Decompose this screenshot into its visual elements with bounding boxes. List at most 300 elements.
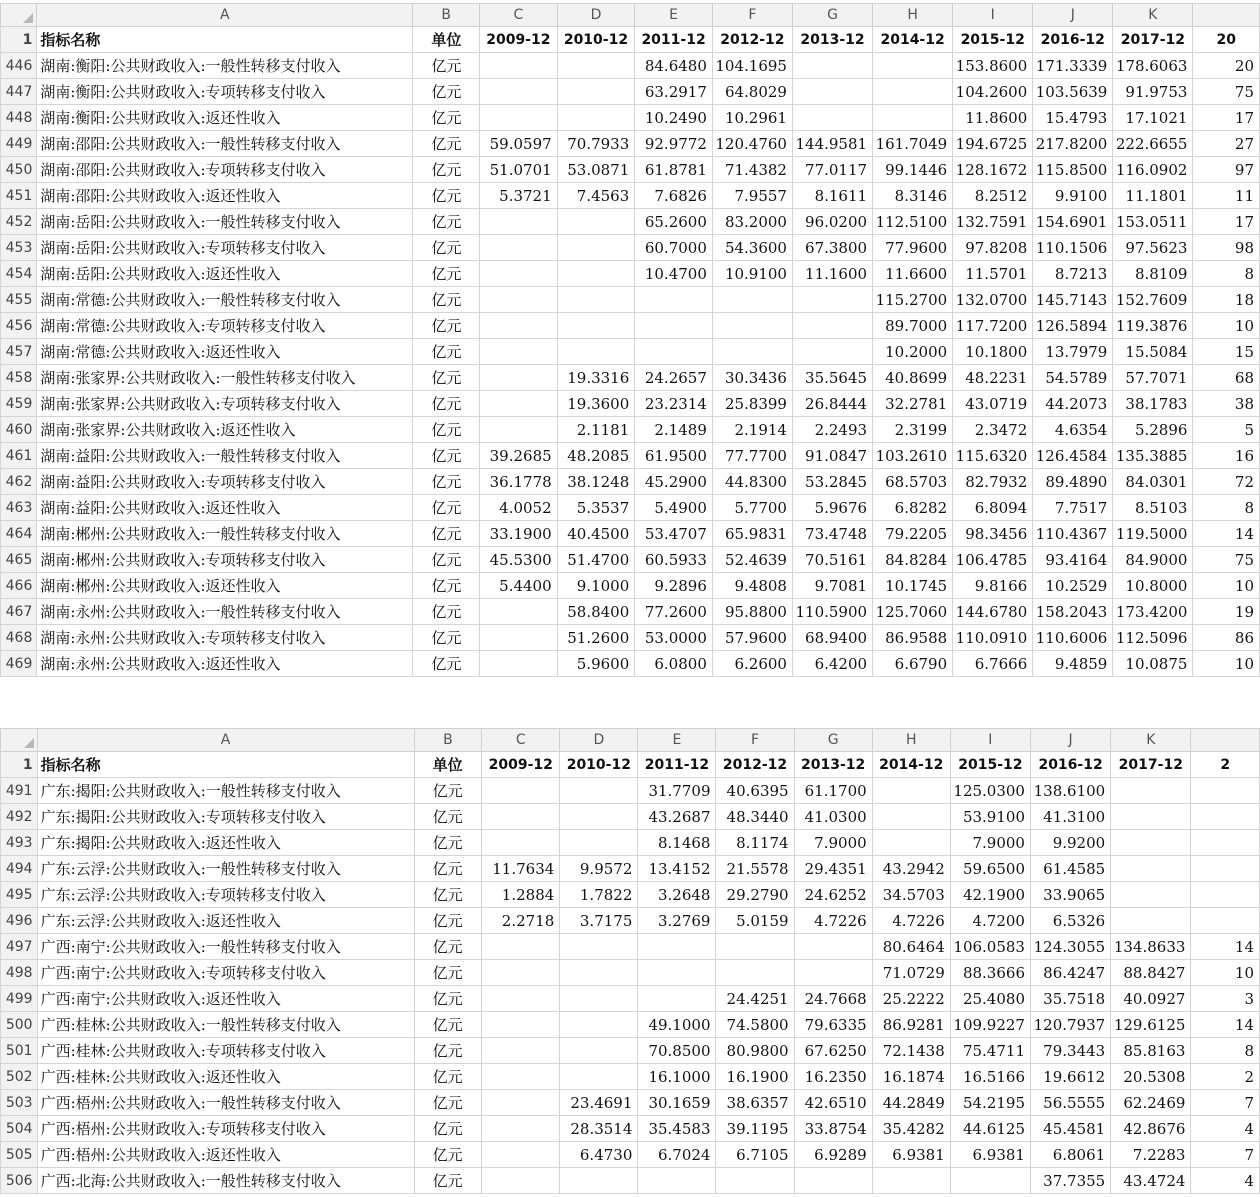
value-cell[interactable]: 10.9100: [712, 261, 792, 287]
value-cell[interactable]: [1111, 856, 1191, 882]
value-cell[interactable]: [482, 960, 560, 986]
value-cell[interactable]: 20: [1193, 53, 1260, 79]
value-cell[interactable]: 9.9200: [1030, 830, 1110, 856]
value-cell[interactable]: 38.1248: [557, 469, 635, 495]
value-cell[interactable]: [482, 778, 560, 804]
value-cell[interactable]: 21.5578: [716, 856, 794, 882]
row-number[interactable]: 453: [1, 235, 37, 261]
value-cell[interactable]: 18: [1193, 287, 1260, 313]
value-cell[interactable]: 23.4691: [560, 1090, 638, 1116]
indicator-name-cell[interactable]: 广西:南宁:公共财政收入:一般性转移支付收入: [37, 934, 414, 960]
row-number[interactable]: 493: [1, 830, 38, 856]
value-cell[interactable]: [560, 1168, 638, 1194]
row-number[interactable]: 468: [1, 625, 37, 651]
unit-cell[interactable]: 亿元: [413, 443, 480, 469]
value-cell[interactable]: 14: [1193, 521, 1260, 547]
value-cell[interactable]: 2.1181: [557, 417, 635, 443]
indicator-name-cell[interactable]: 湖南:永州:公共财政收入:返还性收入: [37, 651, 413, 677]
value-cell[interactable]: [482, 986, 560, 1012]
header-cell-year[interactable]: 2015-12: [953, 27, 1033, 53]
indicator-name-cell[interactable]: 湖南:岳阳:公共财政收入:专项转移支付收入: [37, 235, 413, 261]
value-cell[interactable]: [557, 79, 635, 105]
header-cell-year[interactable]: 2010-12: [557, 27, 635, 53]
header-cell-year[interactable]: 2: [1191, 752, 1260, 778]
unit-cell[interactable]: 亿元: [413, 339, 480, 365]
value-cell[interactable]: 19.3600: [557, 391, 635, 417]
value-cell[interactable]: 60.7000: [635, 235, 713, 261]
value-cell[interactable]: 23.2314: [635, 391, 713, 417]
header-cell-year[interactable]: 2014-12: [872, 752, 950, 778]
value-cell[interactable]: 70.7933: [557, 131, 635, 157]
indicator-name-cell[interactable]: 湖南:邵阳:公共财政收入:专项转移支付收入: [37, 157, 413, 183]
row-number[interactable]: 454: [1, 261, 37, 287]
value-cell[interactable]: 77.9600: [873, 235, 953, 261]
header-cell-year[interactable]: 2012-12: [716, 752, 794, 778]
value-cell[interactable]: 106.0583: [950, 934, 1030, 960]
value-cell[interactable]: 16.1000: [638, 1064, 716, 1090]
value-cell[interactable]: 132.7591: [953, 209, 1033, 235]
value-cell[interactable]: 75.4711: [950, 1038, 1030, 1064]
header-cell-year[interactable]: 2016-12: [1030, 752, 1110, 778]
column-header[interactable]: H: [873, 4, 953, 27]
value-cell[interactable]: 48.3440: [716, 804, 794, 830]
indicator-name-cell[interactable]: 湖南:郴州:公共财政收入:一般性转移支付收入: [37, 521, 413, 547]
row-number[interactable]: 451: [1, 183, 37, 209]
value-cell[interactable]: 217.8200: [1033, 131, 1113, 157]
value-cell[interactable]: 24.4251: [716, 986, 794, 1012]
value-cell[interactable]: [872, 830, 950, 856]
unit-cell[interactable]: 亿元: [413, 573, 480, 599]
value-cell[interactable]: [482, 1116, 560, 1142]
indicator-name-cell[interactable]: 湖南:岳阳:公共财政收入:返还性收入: [37, 261, 413, 287]
indicator-name-cell[interactable]: 湖南:常德:公共财政收入:返还性收入: [37, 339, 413, 365]
value-cell[interactable]: 8.1468: [638, 830, 716, 856]
value-cell[interactable]: 6.8094: [953, 495, 1033, 521]
row-number[interactable]: 501: [1, 1038, 38, 1064]
value-cell[interactable]: 5.2896: [1113, 417, 1193, 443]
value-cell[interactable]: 24.2657: [635, 365, 713, 391]
value-cell[interactable]: [872, 778, 950, 804]
value-cell[interactable]: [560, 804, 638, 830]
row-number[interactable]: 452: [1, 209, 37, 235]
indicator-name-cell[interactable]: 广东:云浮:公共财政收入:返还性收入: [37, 908, 414, 934]
value-cell[interactable]: [480, 53, 558, 79]
value-cell[interactable]: 9.2896: [635, 573, 713, 599]
value-cell[interactable]: [482, 1168, 560, 1194]
value-cell[interactable]: 173.4200: [1113, 599, 1193, 625]
value-cell[interactable]: 7.6826: [635, 183, 713, 209]
row-number[interactable]: 491: [1, 778, 38, 804]
unit-cell[interactable]: 亿元: [414, 1038, 482, 1064]
unit-cell[interactable]: 亿元: [414, 778, 482, 804]
value-cell[interactable]: 97.5623: [1113, 235, 1193, 261]
unit-cell[interactable]: 亿元: [414, 856, 482, 882]
value-cell[interactable]: [712, 287, 792, 313]
select-all-corner[interactable]: [1, 4, 37, 27]
value-cell[interactable]: 7.7517: [1033, 495, 1113, 521]
value-cell[interactable]: 6.4730: [560, 1142, 638, 1168]
value-cell[interactable]: 35.4282: [872, 1116, 950, 1142]
value-cell[interactable]: 84.9000: [1113, 547, 1193, 573]
value-cell[interactable]: 126.4584: [1033, 443, 1113, 469]
value-cell[interactable]: 42.1900: [950, 882, 1030, 908]
value-cell[interactable]: [480, 599, 558, 625]
indicator-name-cell[interactable]: 湖南:郴州:公共财政收入:专项转移支付收入: [37, 547, 413, 573]
column-header[interactable]: A: [37, 729, 414, 752]
value-cell[interactable]: 60.5933: [635, 547, 713, 573]
value-cell[interactable]: 8.3146: [873, 183, 953, 209]
column-header[interactable]: D: [557, 4, 635, 27]
value-cell[interactable]: [872, 804, 950, 830]
value-cell[interactable]: 10: [1193, 313, 1260, 339]
unit-cell[interactable]: 亿元: [414, 986, 482, 1012]
value-cell[interactable]: 68.9400: [792, 625, 872, 651]
value-cell[interactable]: 16.1900: [716, 1064, 794, 1090]
value-cell[interactable]: 34.5703: [872, 882, 950, 908]
value-cell[interactable]: 8.7213: [1033, 261, 1113, 287]
value-cell[interactable]: [792, 287, 872, 313]
value-cell[interactable]: [557, 209, 635, 235]
value-cell[interactable]: 73.4748: [792, 521, 872, 547]
row-number[interactable]: 456: [1, 313, 37, 339]
value-cell[interactable]: 126.5894: [1033, 313, 1113, 339]
value-cell[interactable]: 53.0871: [557, 157, 635, 183]
value-cell[interactable]: [480, 313, 558, 339]
value-cell[interactable]: [560, 778, 638, 804]
value-cell[interactable]: 80.9800: [716, 1038, 794, 1064]
value-cell[interactable]: 10: [1193, 651, 1260, 677]
value-cell[interactable]: 9.9100: [1033, 183, 1113, 209]
value-cell[interactable]: 25.8399: [712, 391, 792, 417]
value-cell[interactable]: 56.5555: [1030, 1090, 1110, 1116]
value-cell[interactable]: [482, 1038, 560, 1064]
value-cell[interactable]: 10.1800: [953, 339, 1033, 365]
value-cell[interactable]: 103.5639: [1033, 79, 1113, 105]
row-number[interactable]: 460: [1, 417, 37, 443]
value-cell[interactable]: 4.7200: [950, 908, 1030, 934]
value-cell[interactable]: 91.0847: [792, 443, 872, 469]
value-cell[interactable]: 7.9000: [950, 830, 1030, 856]
value-cell[interactable]: 57.9600: [712, 625, 792, 651]
column-header[interactable]: I: [953, 4, 1033, 27]
value-cell[interactable]: 5.4400: [480, 573, 558, 599]
value-cell[interactable]: 9.9572: [560, 856, 638, 882]
value-cell[interactable]: 2.1914: [712, 417, 792, 443]
value-cell[interactable]: [480, 209, 558, 235]
value-cell[interactable]: 33.9065: [1030, 882, 1110, 908]
value-cell[interactable]: 1.7822: [560, 882, 638, 908]
value-cell[interactable]: 28.3514: [560, 1116, 638, 1142]
value-cell[interactable]: 5.4900: [635, 495, 713, 521]
value-cell[interactable]: 52.4639: [712, 547, 792, 573]
value-cell[interactable]: 144.6780: [953, 599, 1033, 625]
value-cell[interactable]: 2: [1191, 1064, 1260, 1090]
value-cell[interactable]: 48.2085: [557, 443, 635, 469]
value-cell[interactable]: 31.7709: [638, 778, 716, 804]
value-cell[interactable]: 13.4152: [638, 856, 716, 882]
value-cell[interactable]: 9.1000: [557, 573, 635, 599]
row-number[interactable]: 464: [1, 521, 37, 547]
value-cell[interactable]: 2.3472: [953, 417, 1033, 443]
header-cell-year[interactable]: 2011-12: [635, 27, 713, 53]
value-cell[interactable]: 158.2043: [1033, 599, 1113, 625]
value-cell[interactable]: 65.2600: [635, 209, 713, 235]
value-cell[interactable]: [482, 1142, 560, 1168]
row-number[interactable]: 465: [1, 547, 37, 573]
unit-cell[interactable]: 亿元: [414, 1090, 482, 1116]
unit-cell[interactable]: 亿元: [413, 79, 480, 105]
value-cell[interactable]: 112.5100: [873, 209, 953, 235]
value-cell[interactable]: 70.8500: [638, 1038, 716, 1064]
column-header[interactable]: J: [1033, 4, 1113, 27]
value-cell[interactable]: 92.9772: [635, 131, 713, 157]
value-cell[interactable]: 75: [1193, 79, 1260, 105]
value-cell[interactable]: [480, 287, 558, 313]
column-header[interactable]: A: [37, 4, 413, 27]
value-cell[interactable]: [792, 313, 872, 339]
value-cell[interactable]: 3.2769: [638, 908, 716, 934]
value-cell[interactable]: 24.7668: [794, 986, 872, 1012]
value-cell[interactable]: 57.7071: [1113, 365, 1193, 391]
indicator-name-cell[interactable]: 湖南:常德:公共财政收入:一般性转移支付收入: [37, 287, 413, 313]
value-cell[interactable]: [638, 934, 716, 960]
header-cell-unit[interactable]: 单位: [413, 27, 480, 53]
value-cell[interactable]: 10: [1193, 573, 1260, 599]
value-cell[interactable]: [794, 960, 872, 986]
value-cell[interactable]: 53.2845: [792, 469, 872, 495]
value-cell[interactable]: 65.9831: [712, 521, 792, 547]
value-cell[interactable]: 117.7200: [953, 313, 1033, 339]
column-header[interactable]: B: [414, 729, 482, 752]
value-cell[interactable]: [482, 830, 560, 856]
value-cell[interactable]: [792, 79, 872, 105]
value-cell[interactable]: 11.6600: [873, 261, 953, 287]
row-number[interactable]: 458: [1, 365, 37, 391]
value-cell[interactable]: 5.0159: [716, 908, 794, 934]
value-cell[interactable]: 86: [1193, 625, 1260, 651]
row-number[interactable]: 506: [1, 1168, 38, 1194]
value-cell[interactable]: [792, 339, 872, 365]
value-cell[interactable]: 194.6725: [953, 131, 1033, 157]
value-cell[interactable]: [560, 1038, 638, 1064]
value-cell[interactable]: [638, 986, 716, 1012]
value-cell[interactable]: 8.2512: [953, 183, 1033, 209]
value-cell[interactable]: 17: [1193, 209, 1260, 235]
value-cell[interactable]: 59.0597: [480, 131, 558, 157]
column-header[interactable]: G: [792, 4, 872, 27]
value-cell[interactable]: [557, 235, 635, 261]
value-cell[interactable]: 16.2350: [794, 1064, 872, 1090]
value-cell[interactable]: 4.7226: [872, 908, 950, 934]
value-cell[interactable]: 72.1438: [872, 1038, 950, 1064]
indicator-name-cell[interactable]: 广东:云浮:公共财政收入:专项转移支付收入: [37, 882, 414, 908]
indicator-name-cell[interactable]: 广西:梧州:公共财政收入:专项转移支付收入: [37, 1116, 414, 1142]
indicator-name-cell[interactable]: 广西:南宁:公共财政收入:专项转移支付收入: [37, 960, 414, 986]
header-cell-year[interactable]: 2011-12: [638, 752, 716, 778]
indicator-name-cell[interactable]: 湖南:张家界:公共财政收入:一般性转移支付收入: [37, 365, 413, 391]
value-cell[interactable]: 124.3055: [1030, 934, 1110, 960]
header-cell-year[interactable]: 2016-12: [1033, 27, 1113, 53]
value-cell[interactable]: 26.8444: [792, 391, 872, 417]
value-cell[interactable]: 15.4793: [1033, 105, 1113, 131]
indicator-name-cell[interactable]: 广西:北海:公共财政收入:一般性转移支付收入: [37, 1168, 414, 1194]
value-cell[interactable]: 119.3876: [1113, 313, 1193, 339]
value-cell[interactable]: 144.9581: [792, 131, 872, 157]
value-cell[interactable]: 8: [1193, 495, 1260, 521]
value-cell[interactable]: 10.8000: [1113, 573, 1193, 599]
value-cell[interactable]: 43.0719: [953, 391, 1033, 417]
value-cell[interactable]: 72: [1193, 469, 1260, 495]
value-cell[interactable]: 71.4382: [712, 157, 792, 183]
value-cell[interactable]: 61.1700: [794, 778, 872, 804]
value-cell[interactable]: 106.4785: [953, 547, 1033, 573]
value-cell[interactable]: 13.7979: [1033, 339, 1113, 365]
value-cell[interactable]: 61.9500: [635, 443, 713, 469]
value-cell[interactable]: 29.2790: [716, 882, 794, 908]
value-cell[interactable]: 35.7518: [1030, 986, 1110, 1012]
unit-cell[interactable]: 亿元: [413, 157, 480, 183]
value-cell[interactable]: 128.1672: [953, 157, 1033, 183]
value-cell[interactable]: 110.1506: [1033, 235, 1113, 261]
value-cell[interactable]: 20.5308: [1111, 1064, 1191, 1090]
value-cell[interactable]: [716, 1168, 794, 1194]
value-cell[interactable]: 6.9381: [872, 1142, 950, 1168]
header-cell-year[interactable]: 2017-12: [1113, 27, 1193, 53]
value-cell[interactable]: 4.6354: [1033, 417, 1113, 443]
value-cell[interactable]: 10.1745: [873, 573, 953, 599]
value-cell[interactable]: 79.3443: [1030, 1038, 1110, 1064]
value-cell[interactable]: [873, 105, 953, 131]
value-cell[interactable]: [480, 79, 558, 105]
value-cell[interactable]: 45.2900: [635, 469, 713, 495]
value-cell[interactable]: 5.9600: [557, 651, 635, 677]
value-cell[interactable]: [1111, 882, 1191, 908]
value-cell[interactable]: 33.8754: [794, 1116, 872, 1142]
value-cell[interactable]: 84.0301: [1113, 469, 1193, 495]
value-cell[interactable]: 6.8282: [873, 495, 953, 521]
value-cell[interactable]: 134.8633: [1111, 934, 1191, 960]
value-cell[interactable]: 9.8166: [953, 573, 1033, 599]
value-cell[interactable]: 97.8208: [953, 235, 1033, 261]
value-cell[interactable]: 6.7666: [953, 651, 1033, 677]
value-cell[interactable]: 15.5084: [1113, 339, 1193, 365]
value-cell[interactable]: [480, 105, 558, 131]
unit-cell[interactable]: 亿元: [413, 131, 480, 157]
value-cell[interactable]: 2.2493: [792, 417, 872, 443]
value-cell[interactable]: 74.5800: [716, 1012, 794, 1038]
value-cell[interactable]: [716, 934, 794, 960]
column-header[interactable]: F: [712, 4, 792, 27]
value-cell[interactable]: [482, 804, 560, 830]
value-cell[interactable]: [638, 960, 716, 986]
value-cell[interactable]: 5.3721: [480, 183, 558, 209]
value-cell[interactable]: 38.1783: [1113, 391, 1193, 417]
row-number[interactable]: 466: [1, 573, 37, 599]
value-cell[interactable]: 4: [1191, 1116, 1260, 1142]
value-cell[interactable]: 44.6125: [950, 1116, 1030, 1142]
value-cell[interactable]: [716, 960, 794, 986]
value-cell[interactable]: 6.8061: [1030, 1142, 1110, 1168]
value-cell[interactable]: 6.7024: [638, 1142, 716, 1168]
header-cell-unit[interactable]: 单位: [414, 752, 482, 778]
unit-cell[interactable]: 亿元: [413, 53, 480, 79]
value-cell[interactable]: [1191, 908, 1260, 934]
value-cell[interactable]: 8: [1193, 261, 1260, 287]
value-cell[interactable]: 41.3100: [1030, 804, 1110, 830]
value-cell[interactable]: 41.0300: [794, 804, 872, 830]
value-cell[interactable]: 5.3537: [557, 495, 635, 521]
indicator-name-cell[interactable]: 湖南:郴州:公共财政收入:返还性收入: [37, 573, 413, 599]
value-cell[interactable]: 14: [1191, 1012, 1260, 1038]
value-cell[interactable]: [873, 79, 953, 105]
unit-cell[interactable]: 亿元: [414, 908, 482, 934]
indicator-name-cell[interactable]: 广西:桂林:公共财政收入:专项转移支付收入: [37, 1038, 414, 1064]
value-cell[interactable]: 2.1489: [635, 417, 713, 443]
unit-cell[interactable]: 亿元: [413, 313, 480, 339]
value-cell[interactable]: [712, 339, 792, 365]
indicator-name-cell[interactable]: 湖南:益阳:公共财政收入:返还性收入: [37, 495, 413, 521]
value-cell[interactable]: 110.5900: [792, 599, 872, 625]
value-cell[interactable]: 38.6357: [716, 1090, 794, 1116]
value-cell[interactable]: [560, 934, 638, 960]
value-cell[interactable]: 32.2781: [873, 391, 953, 417]
unit-cell[interactable]: 亿元: [414, 1064, 482, 1090]
value-cell[interactable]: [950, 1168, 1030, 1194]
indicator-name-cell[interactable]: 湖南:永州:公共财政收入:专项转移支付收入: [37, 625, 413, 651]
value-cell[interactable]: [482, 1064, 560, 1090]
value-cell[interactable]: [1191, 830, 1260, 856]
unit-cell[interactable]: 亿元: [414, 1168, 482, 1194]
header-cell-year[interactable]: 20: [1193, 27, 1260, 53]
indicator-name-cell[interactable]: 湖南:永州:公共财政收入:一般性转移支付收入: [37, 599, 413, 625]
value-cell[interactable]: 7: [1191, 1142, 1260, 1168]
value-cell[interactable]: 6.5326: [1030, 908, 1110, 934]
value-cell[interactable]: 61.4585: [1030, 856, 1110, 882]
header-cell-year[interactable]: 2017-12: [1111, 752, 1191, 778]
value-cell[interactable]: 7.4563: [557, 183, 635, 209]
value-cell[interactable]: 10.2529: [1033, 573, 1113, 599]
unit-cell[interactable]: 亿元: [413, 469, 480, 495]
value-cell[interactable]: 30.1659: [638, 1090, 716, 1116]
value-cell[interactable]: 82.7932: [953, 469, 1033, 495]
value-cell[interactable]: 49.1000: [638, 1012, 716, 1038]
header-cell-year[interactable]: 2009-12: [482, 752, 560, 778]
value-cell[interactable]: 86.9588: [873, 625, 953, 651]
value-cell[interactable]: [1191, 804, 1260, 830]
value-cell[interactable]: 7.9557: [712, 183, 792, 209]
unit-cell[interactable]: 亿元: [413, 391, 480, 417]
value-cell[interactable]: [557, 313, 635, 339]
value-cell[interactable]: 1.2884: [482, 882, 560, 908]
value-cell[interactable]: 45.4581: [1030, 1116, 1110, 1142]
value-cell[interactable]: 10: [1191, 960, 1260, 986]
value-cell[interactable]: 86.4247: [1030, 960, 1110, 986]
value-cell[interactable]: [482, 934, 560, 960]
unit-cell[interactable]: 亿元: [413, 261, 480, 287]
value-cell[interactable]: 10.4700: [635, 261, 713, 287]
value-cell[interactable]: [873, 53, 953, 79]
value-cell[interactable]: [560, 960, 638, 986]
row-number[interactable]: 462: [1, 469, 37, 495]
value-cell[interactable]: 27: [1193, 131, 1260, 157]
value-cell[interactable]: 91.9753: [1113, 79, 1193, 105]
value-cell[interactable]: 53.9100: [950, 804, 1030, 830]
header-cell-year[interactable]: 2012-12: [712, 27, 792, 53]
indicator-name-cell[interactable]: 湖南:岳阳:公共财政收入:一般性转移支付收入: [37, 209, 413, 235]
value-cell[interactable]: 45.5300: [480, 547, 558, 573]
value-cell[interactable]: 83.2000: [712, 209, 792, 235]
column-header[interactable]: B: [413, 4, 480, 27]
